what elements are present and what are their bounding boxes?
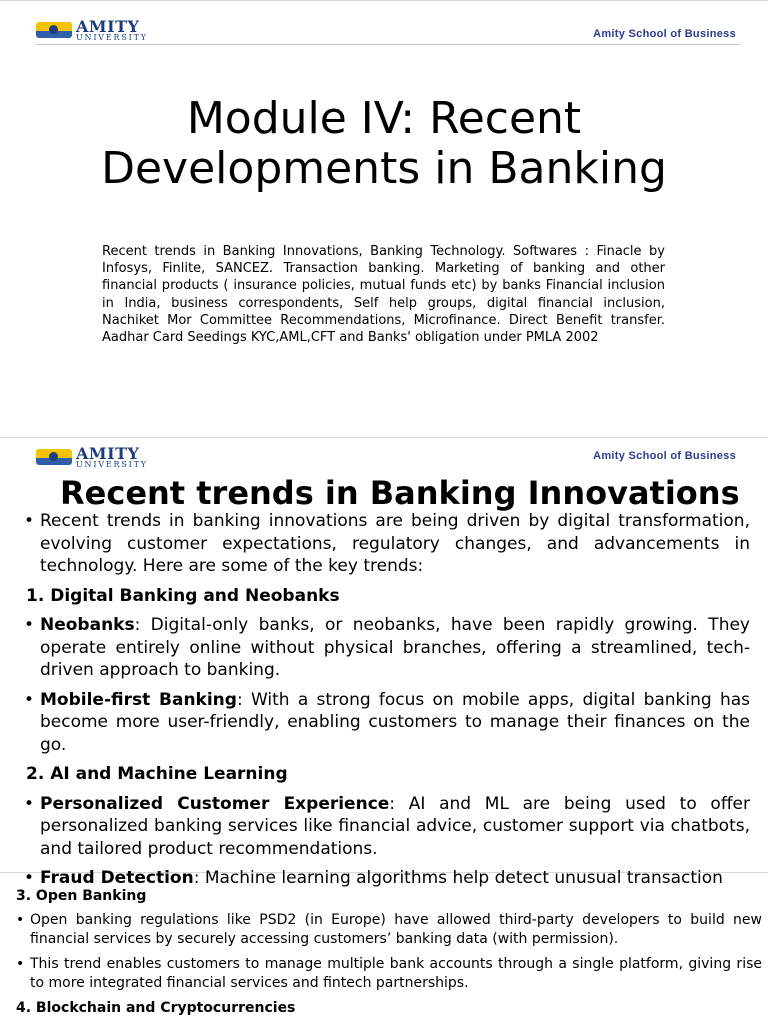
bullet-icon: • (24, 793, 35, 814)
bullet-icon: • (16, 912, 25, 928)
section-heading: 2. AI and Machine Learning (26, 764, 288, 784)
bullet-icon: • (16, 956, 25, 972)
item-text: : With a strong focus on mobile apps, digital banking has become more user-friendly, enabling customers to manage their finances on the go. (40, 689, 751, 755)
item-text: Open banking regulations like PSD2 (in Europe) have allowed third-party developers to build new financial services by securely accessing customers’ banking data (with permission). (30, 912, 762, 947)
item-text: : AI and ML are being used to offer personalized banking services like financial advice, customer support via chatbots, and tailored product recommendations. (40, 793, 750, 859)
bullet-icon: • (24, 511, 35, 531)
item-text: : Digital-only banks, or neobanks, have been rapidly growing. They operate entirely online without physical branches, offering a streamlined, tech-driven approach to banking. (40, 615, 750, 680)
title-text: Recent trends in Banking Innovations (60, 473, 740, 512)
slide-title (60, 475, 740, 511)
item-term: Personalized Customer Experience (40, 793, 390, 814)
amity-crest-icon (36, 22, 72, 38)
logo-sub: UNIVERSITY (76, 460, 148, 469)
section-heading: 3. Open Banking (16, 888, 147, 904)
logo-name: AMITY (76, 17, 140, 36)
list-item (24, 689, 750, 757)
logo-sub: UNIVERSITY (76, 33, 148, 42)
item-text: : Machine learning algorithms help detect unusual transaction (193, 868, 723, 888)
list-item (16, 955, 762, 993)
list-item (24, 867, 750, 890)
list-item (24, 793, 750, 861)
slide-module-iv (0, 0, 768, 437)
item-term: Neobanks (40, 615, 135, 635)
amity-logo (36, 19, 168, 43)
amity-logo (36, 446, 168, 470)
intro-text: Recent trends in banking innovations are being driven by digital transformation, evolving customer expectations, regulatory changes, and advancements in technology. Here are some of the key trends: (40, 511, 750, 576)
intro-item (24, 510, 750, 578)
amity-crest-icon (36, 449, 72, 465)
slide-title: Module IV: Recent Developments in Banking (101, 93, 667, 195)
school-name: Amity School of Business (593, 450, 736, 462)
list-item (16, 911, 762, 949)
bullet-icon: • (24, 689, 35, 710)
bullet-icon: • (24, 868, 35, 888)
header-divider (36, 44, 740, 45)
slide-body (24, 510, 750, 897)
item-text: This trend enables customers to manage multiple bank accounts through a single platform, giving rise to more integrated financial services and fintech partnerships. (30, 956, 762, 991)
section-heading: 4. Blockchain and Cryptocurrencies (16, 1000, 296, 1016)
slide-header (0, 1, 768, 45)
item-term: Fraud Detection (40, 868, 194, 888)
list-item (24, 614, 750, 682)
logo-name: AMITY (76, 444, 140, 463)
bullet-icon: • (24, 615, 35, 635)
module-description: Recent trends in Banking Innovations, Banking Technology. Softwares : Finacle by Infosys, Finlite, SANCEZ. Transaction banking. Marketing of banking and other financial products ( insurance policies, mutual funds etc) by banks Financial inclusion in India, business correspondents, Self help groups, digital financial inclusion, Nachiket Mor Committee Recommendations, Microfinance. Direct Benefit transfer. Aadhar Card Seedings KYC,AML,CFT and Banks' obligation under PMLA 2002 (102, 244, 665, 346)
item-term: Mobile-first Banking (40, 689, 237, 710)
section-heading: 1. Digital Banking and Neobanks (26, 585, 340, 606)
slide-body (16, 887, 762, 1023)
slide-recent-trends (0, 437, 768, 888)
school-name: Amity School of Business (593, 28, 736, 40)
